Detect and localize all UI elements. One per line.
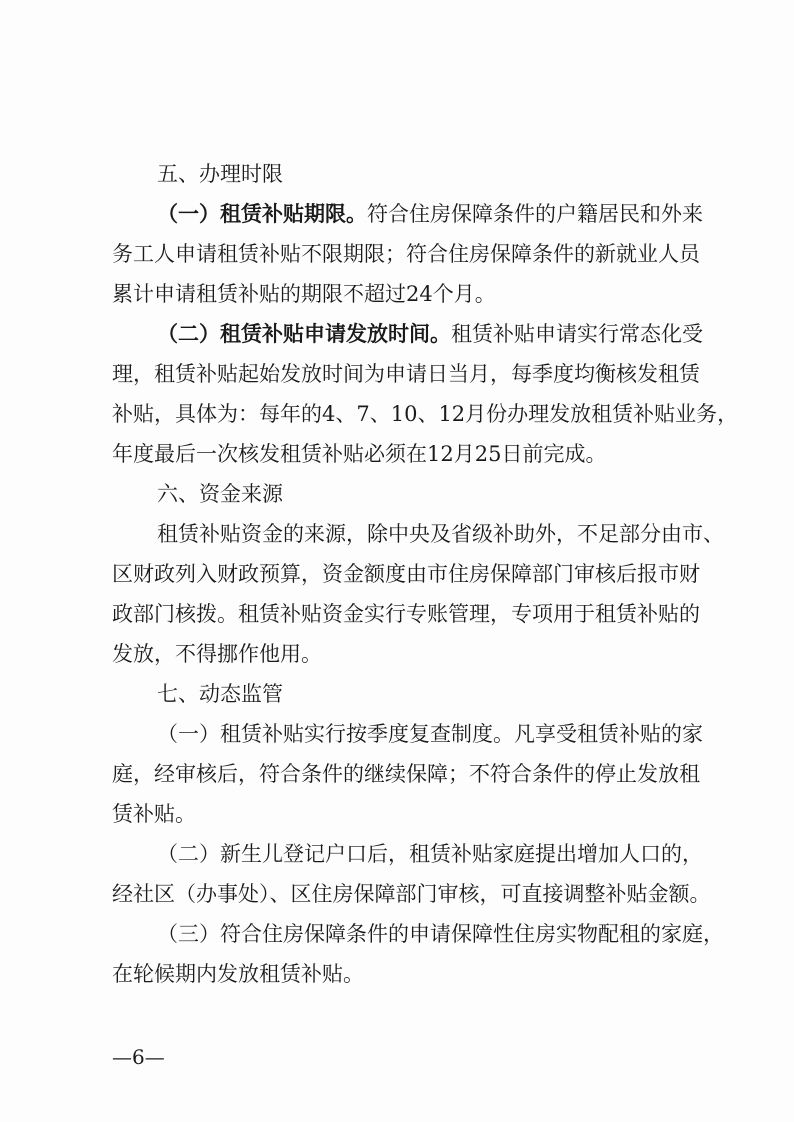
paragraph-line: 租赁补贴资金的来源，除中央及省级补助外，不足部分由市、 <box>157 522 724 546</box>
paragraph-line: 政部门核拨。租赁补贴资金实行专账管理，专项用于租赁补贴的 <box>112 602 700 626</box>
paragraph-line: 理，租赁补贴起始发放时间为申请日当月，每季度均衡核发租赁 <box>112 362 700 386</box>
paragraph-line: 在轮候期内发放租赁补贴。 <box>112 962 364 986</box>
page-number: —6— <box>112 1045 165 1069</box>
paragraph-line: 发放，不得挪作他用。 <box>112 642 322 666</box>
section-heading: 六、资金来源 <box>157 482 283 506</box>
paragraph-line: （二）新生儿登记户口后，租赁补贴家庭提出增加人口的， <box>157 842 703 866</box>
bold-lead: （一）租赁补贴期限。 <box>157 201 367 226</box>
paragraph-line: 赁补贴。 <box>112 802 196 826</box>
paragraph-line: 庭，经审核后，符合条件的继续保障；不符合条件的停止发放租 <box>112 762 700 786</box>
paragraph-line: 补贴，具体为：每年的4、7、10、12月份办理发放租赁补贴业务， <box>112 402 739 426</box>
paragraph-line: 累计申请租赁补贴的期限不超过24个月。 <box>112 282 496 306</box>
paragraph-line: （一）租赁补贴实行按季度复查制度。凡享受租赁补贴的家 <box>157 722 703 746</box>
paragraph-line: 经社区（办事处）、区住房保障部门审核，可直接调整补贴金额。 <box>112 882 711 906</box>
text: 符合住房保障条件的户籍居民和外来 <box>367 202 703 226</box>
paragraph-line <box>157 314 703 354</box>
paragraph-line: 年度最后一次核发租赁补贴必须在12月25日前完成。 <box>112 442 607 466</box>
paragraph-line: （三）符合住房保障条件的申请保障性住房实物配租的家庭， <box>157 922 724 946</box>
section-heading: 七、动态监管 <box>157 682 283 706</box>
bold-lead: （二）租赁补贴申请发放时间。 <box>157 321 451 346</box>
section-heading: 五、办理时限 <box>157 162 283 186</box>
paragraph-line: 务工人申请租赁补贴不限期限；符合住房保障条件的新就业人员 <box>112 242 700 266</box>
paragraph-line <box>157 194 703 234</box>
text: 租赁补贴申请实行常态化受 <box>451 322 703 346</box>
paragraph-line: 区财政列入财政预算，资金额度由市住房保障部门审核后报市财 <box>112 562 700 586</box>
